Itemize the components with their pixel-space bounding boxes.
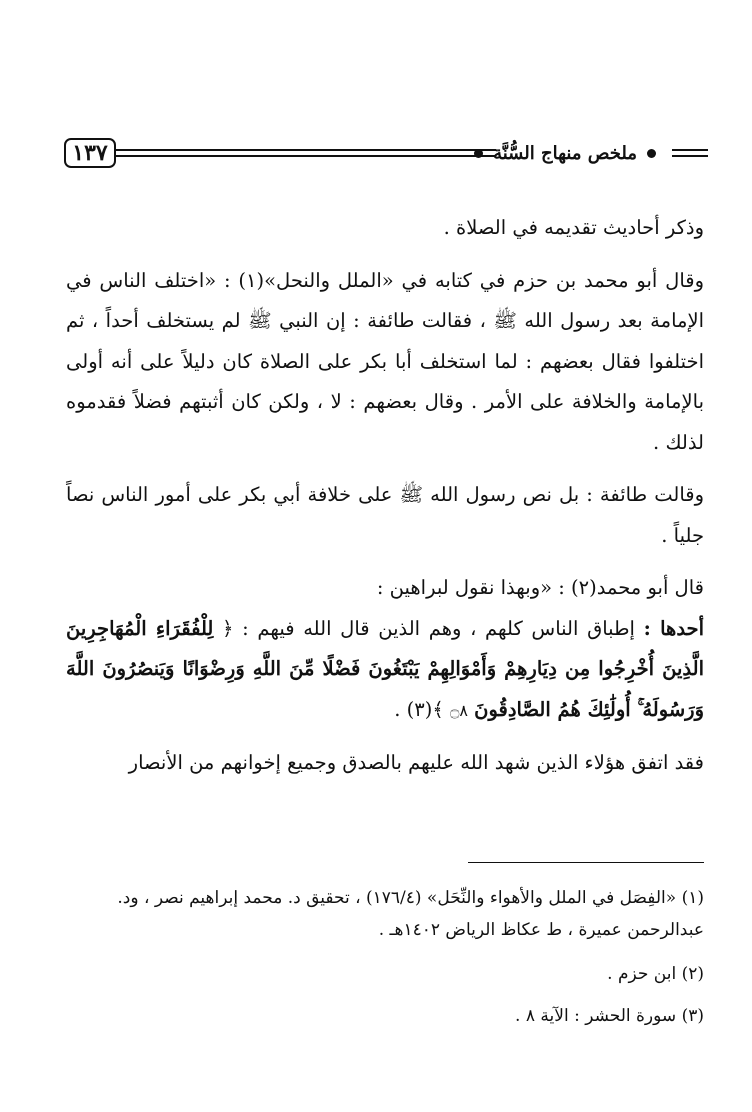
footnotes — [66, 882, 704, 1044]
paragraph: وقالت طائفة : بل نص رسول الله ﷺ على خلافة أبي بكر على أمور الناس نصاً جلياً . — [66, 483, 704, 547]
point-label: أحدها : — [643, 616, 705, 640]
paragraph-with-verse — [66, 609, 704, 732]
quran-verse: لِلْفُقَرَاءِ الْمُهَاجِرِينَ الَّذِينَ أُخْرِجُوا مِن دِيَارِهِمْ وَأَمْوَالِهِمْ يَبْتَغُونَ فَضْلًا مِّنَ اللَّهِ وَرِضْوَانًا وَيَنصُرُونَ اللَّهَ وَرَسُولَهُ ۚ أُولَٰئِكَ هُمُ الصَّادِقُونَ — [66, 616, 704, 721]
paragraph: فقد اتفق هؤلاء الذين شهد الله عليهم بالصدق وجميع إخوانهم من الأنصار — [128, 751, 704, 774]
footnote-item: (٢) ابن حزم . — [607, 964, 704, 984]
page-header — [64, 138, 708, 178]
bullet-dot-icon — [647, 149, 656, 158]
bullet-dot-icon — [474, 149, 483, 158]
book-title: ملخص منهاج السُّنَّة — [493, 142, 637, 164]
point-text: إطباق الناس كلهم ، وهم الذين قال الله فيهم : — [242, 616, 635, 640]
page-number: ١٣٧ — [64, 138, 116, 168]
verse-close-bracket: ﴾(٣) . — [394, 697, 444, 721]
verse-number-icon: ۝٨ — [449, 700, 468, 720]
verse-open-bracket: ﴿ — [222, 616, 234, 640]
paragraph: وقال أبو محمد بن حزم في كتابه في «الملل والنحل»(١) : «اختلف الناس في الإمامة بعد رسول الله ﷺ ، فقالت طائفة : إن النبي ﷺ لم يستخلف أحداً ، ثم اختلفوا فقال بعضهم : لما استخلف أبا بكر على الصلاة كان دليلاً على أنه أولى بالإمامة والخلافة على الأمر . وقال بعضهم : لا ، ولكن كان أثبتهم فضلاً فقدموه لذلك . — [66, 268, 705, 454]
paragraph: قال أبو محمد(٢) : «وبهذا نقول لبراهين : — [376, 576, 704, 599]
main-text — [66, 208, 704, 784]
header-title-group — [474, 138, 656, 168]
header-rule-right-top — [672, 149, 708, 151]
paragraph: وذكر أحاديث تقديمه في الصلاة . — [443, 216, 704, 239]
footnote-item: (٣) سورة الحشر : الآية ٨ . — [515, 1006, 704, 1026]
header-rule-bottom — [116, 155, 496, 157]
footnote-separator — [468, 862, 704, 863]
header-rule-top — [116, 149, 496, 151]
footnote-item: (١) «الفِصَل في الملل والأهواء والنِّحَل» (١٧٦/٤) ، تحقيق د. محمد إبراهيم نصر ، ود. عبدالرحمن عميرة ، ط عكاظ الرياض ١٤٠٢هـ . — [117, 888, 704, 940]
header-rule-right-bottom — [672, 155, 708, 157]
